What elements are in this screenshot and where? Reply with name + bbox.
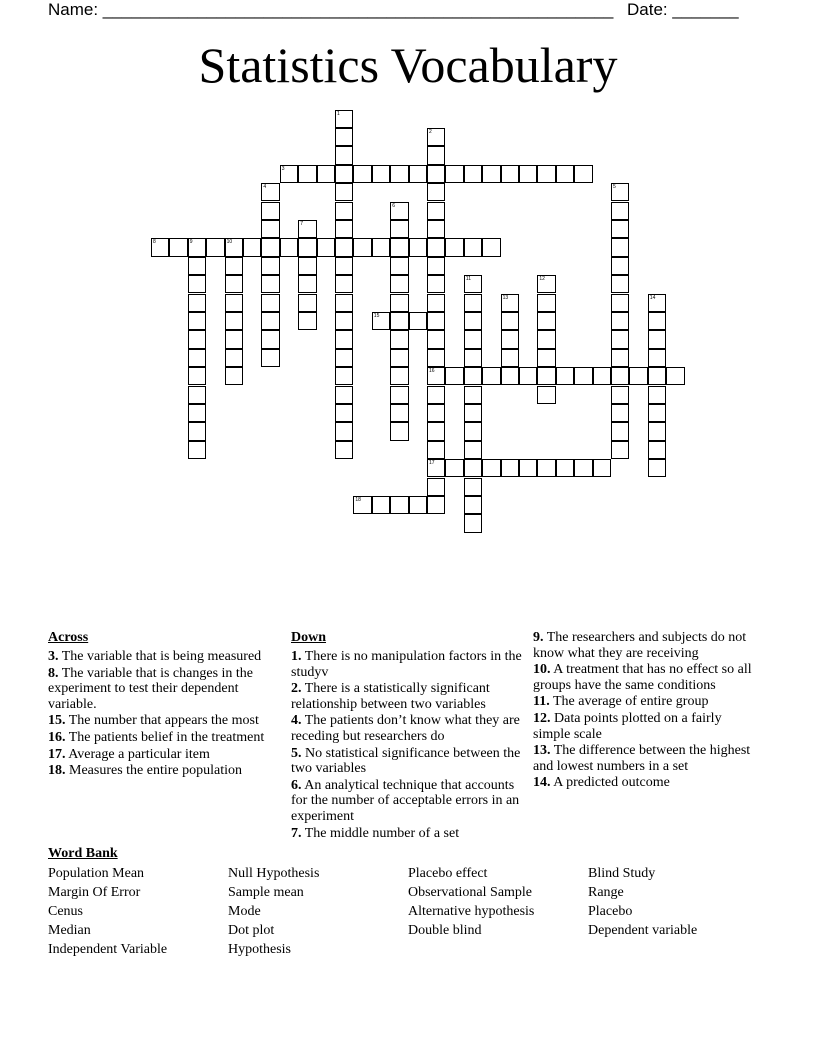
grid-cell[interactable] bbox=[427, 312, 445, 330]
grid-cell[interactable] bbox=[648, 330, 666, 348]
clue-text: Average a particular item bbox=[65, 746, 210, 762]
clue-number: 13. bbox=[533, 743, 551, 759]
grid-cell[interactable] bbox=[409, 165, 427, 183]
clue-number: 7 bbox=[300, 220, 303, 227]
grid-cell[interactable] bbox=[335, 312, 353, 330]
clue-number: 13 bbox=[502, 294, 509, 301]
clue-text: A treatment that has no effect so all groups have the same conditions bbox=[533, 662, 752, 693]
grid-cell[interactable] bbox=[501, 312, 519, 330]
name-field-label: Name: ______________________________________________________ bbox=[48, 0, 614, 19]
grid-cell[interactable] bbox=[409, 238, 427, 256]
grid-cell[interactable] bbox=[611, 312, 629, 330]
grid-cell[interactable] bbox=[335, 220, 353, 238]
grid-cell[interactable] bbox=[464, 422, 482, 440]
grid-cell[interactable] bbox=[519, 165, 537, 183]
grid-cell[interactable] bbox=[611, 275, 629, 293]
grid-cell[interactable] bbox=[611, 367, 629, 385]
grid-cell[interactable] bbox=[169, 238, 187, 256]
grid-cell[interactable] bbox=[501, 294, 519, 312]
grid-cell[interactable] bbox=[611, 202, 629, 220]
grid-cell[interactable] bbox=[427, 165, 445, 183]
grid-cell[interactable] bbox=[188, 312, 206, 330]
word-bank-entry: Median bbox=[48, 923, 91, 938]
grid-cell[interactable] bbox=[537, 367, 555, 385]
grid-cell[interactable] bbox=[225, 275, 243, 293]
clue-item bbox=[48, 649, 280, 665]
grid-cell[interactable] bbox=[261, 183, 279, 201]
grid-cell[interactable] bbox=[501, 330, 519, 348]
grid-cell[interactable] bbox=[335, 441, 353, 459]
grid-cell[interactable] bbox=[482, 367, 500, 385]
grid-cell[interactable] bbox=[335, 146, 353, 164]
grid-cell[interactable] bbox=[427, 220, 445, 238]
grid-cell[interactable] bbox=[390, 165, 408, 183]
clue-item bbox=[291, 746, 523, 777]
clue-item bbox=[291, 713, 523, 744]
clue-text: The average of entire group bbox=[549, 694, 709, 710]
grid-cell[interactable] bbox=[537, 459, 555, 477]
grid-cell[interactable] bbox=[243, 238, 261, 256]
grid-cell[interactable] bbox=[556, 459, 574, 477]
grid-cell[interactable] bbox=[188, 441, 206, 459]
grid-cell[interactable] bbox=[427, 128, 445, 146]
grid-cell[interactable] bbox=[537, 349, 555, 367]
grid-cell[interactable] bbox=[611, 386, 629, 404]
clue-text: There is a statistically significant relationship between two variables bbox=[291, 681, 490, 712]
grid-cell[interactable] bbox=[409, 496, 427, 514]
grid-cell[interactable] bbox=[464, 367, 482, 385]
grid-cell[interactable] bbox=[261, 294, 279, 312]
grid-cell[interactable] bbox=[427, 367, 445, 385]
clue-text: The researchers and subjects do not know what they are receiving bbox=[533, 630, 747, 661]
clue-text: There is no manipulation factors in the studyv bbox=[291, 649, 522, 680]
clue-item bbox=[533, 694, 755, 710]
clue-text: The middle number of a set bbox=[301, 825, 460, 841]
grid-cell[interactable] bbox=[280, 165, 298, 183]
grid-cell[interactable] bbox=[372, 496, 390, 514]
grid-cell[interactable] bbox=[501, 165, 519, 183]
clue-number: 14. bbox=[533, 775, 551, 791]
clue-item bbox=[48, 713, 280, 729]
grid-cell[interactable] bbox=[427, 294, 445, 312]
word-bank-column-3 bbox=[408, 864, 534, 940]
across-heading: Across bbox=[48, 630, 89, 645]
grid-cell[interactable] bbox=[261, 349, 279, 367]
grid-cell[interactable] bbox=[445, 459, 463, 477]
clue-text: Measures the entire population bbox=[65, 763, 243, 779]
grid-cell[interactable] bbox=[537, 275, 555, 293]
clue-item bbox=[533, 662, 755, 693]
grid-cell[interactable] bbox=[225, 257, 243, 275]
grid-cell[interactable] bbox=[225, 330, 243, 348]
clue-item bbox=[291, 826, 523, 842]
clue-number: 15. bbox=[48, 713, 66, 729]
grid-cell[interactable] bbox=[629, 367, 647, 385]
clue-number: 6 bbox=[392, 202, 395, 209]
grid-cell[interactable] bbox=[556, 367, 574, 385]
grid-cell[interactable] bbox=[390, 404, 408, 422]
grid-cell[interactable] bbox=[648, 386, 666, 404]
clue-item bbox=[291, 649, 523, 680]
grid-cell[interactable] bbox=[427, 422, 445, 440]
word-bank-entry: Alternative hypothesis bbox=[408, 904, 535, 919]
word-bank-entry: Margin Of Error bbox=[48, 885, 141, 900]
grid-cell[interactable] bbox=[151, 238, 169, 256]
grid-cell[interactable] bbox=[206, 238, 224, 256]
grid-cell[interactable] bbox=[225, 294, 243, 312]
clue-number: 2. bbox=[291, 681, 302, 697]
grid-cell[interactable] bbox=[464, 165, 482, 183]
clue-number: 3 bbox=[281, 165, 285, 172]
grid-cell[interactable] bbox=[427, 349, 445, 367]
grid-cell[interactable] bbox=[261, 238, 279, 256]
clue-number: 11 bbox=[465, 276, 471, 283]
grid-cell[interactable] bbox=[537, 330, 555, 348]
clue-number: 6. bbox=[291, 777, 302, 793]
grid-cell[interactable] bbox=[298, 275, 316, 293]
word-bank-entry: Blind Study bbox=[588, 866, 656, 881]
clue-text: The patients don’t know what they are receding but researchers do bbox=[291, 713, 520, 744]
grid-cell[interactable] bbox=[464, 404, 482, 422]
grid-cell[interactable] bbox=[335, 183, 353, 201]
grid-cell[interactable] bbox=[537, 312, 555, 330]
grid-cell[interactable] bbox=[427, 275, 445, 293]
grid-cell[interactable] bbox=[666, 367, 684, 385]
grid-cell[interactable] bbox=[225, 367, 243, 385]
clue-number: 12 bbox=[539, 276, 545, 283]
grid-cell[interactable] bbox=[464, 386, 482, 404]
clue-number: 1. bbox=[291, 649, 302, 664]
grid-cell[interactable] bbox=[298, 238, 316, 256]
grid-cell[interactable] bbox=[445, 165, 463, 183]
grid-cell[interactable] bbox=[225, 312, 243, 330]
grid-cell[interactable] bbox=[464, 514, 482, 532]
grid-cell[interactable] bbox=[427, 202, 445, 220]
grid-cell[interactable] bbox=[390, 422, 408, 440]
grid-cell[interactable] bbox=[353, 238, 371, 256]
grid-cell[interactable] bbox=[482, 238, 500, 256]
grid-cell[interactable] bbox=[648, 441, 666, 459]
grid-cell[interactable] bbox=[390, 220, 408, 238]
grid-cell[interactable] bbox=[390, 294, 408, 312]
clue-item bbox=[533, 743, 755, 774]
down-clues bbox=[291, 630, 523, 842]
grid-cell[interactable] bbox=[427, 496, 445, 514]
clue-item bbox=[533, 630, 755, 661]
grid-cell[interactable] bbox=[188, 294, 206, 312]
grid-cell[interactable] bbox=[648, 367, 666, 385]
grid-cell[interactable] bbox=[501, 349, 519, 367]
grid-cell[interactable] bbox=[537, 386, 555, 404]
clue-item bbox=[533, 775, 755, 791]
page-title: Statistics Vocabulary bbox=[198, 37, 618, 93]
clue-number: 8 bbox=[153, 239, 156, 246]
grid-cell[interactable] bbox=[298, 312, 316, 330]
grid-cell[interactable] bbox=[390, 275, 408, 293]
grid-cell[interactable] bbox=[335, 110, 353, 128]
grid-cell[interactable] bbox=[390, 349, 408, 367]
clue-number: 4 bbox=[263, 184, 267, 191]
grid-cell[interactable] bbox=[225, 238, 243, 256]
clue-text: The patients belief in the treatment bbox=[65, 729, 265, 745]
word-bank-entry: Dot plot bbox=[228, 923, 275, 938]
clue-text: The difference between the highest and lowest numbers in a set bbox=[533, 743, 751, 774]
clue-number: 14 bbox=[649, 294, 656, 301]
grid-cell[interactable] bbox=[593, 367, 611, 385]
clue-number: 10. bbox=[533, 662, 551, 678]
grid-cell[interactable] bbox=[261, 330, 279, 348]
clue-number: 12. bbox=[533, 710, 551, 726]
across-clues bbox=[48, 630, 280, 780]
grid-cell[interactable] bbox=[372, 238, 390, 256]
grid-cell[interactable] bbox=[390, 386, 408, 404]
grid-cell[interactable] bbox=[611, 257, 629, 275]
word-bank-column-4 bbox=[588, 864, 697, 940]
grid-cell[interactable] bbox=[390, 238, 408, 256]
grid-cell[interactable] bbox=[611, 441, 629, 459]
grid-cell[interactable] bbox=[648, 459, 666, 477]
clue-number: 7. bbox=[291, 825, 302, 841]
grid-cell[interactable] bbox=[225, 349, 243, 367]
clue-number: 3. bbox=[48, 649, 59, 664]
grid-cell[interactable] bbox=[335, 202, 353, 220]
grid-cell[interactable] bbox=[390, 496, 408, 514]
grid-cell[interactable] bbox=[390, 330, 408, 348]
grid-cell[interactable] bbox=[317, 165, 335, 183]
grid-cell[interactable] bbox=[335, 422, 353, 440]
grid-cell[interactable] bbox=[556, 165, 574, 183]
grid-cell[interactable] bbox=[298, 165, 316, 183]
word-bank-entry: Hypothesis bbox=[228, 942, 291, 957]
word-bank-entry: Range bbox=[588, 885, 624, 900]
clue-text: No statistical significance between the two variables bbox=[291, 745, 521, 777]
word-bank-entry: Placebo effect bbox=[408, 866, 488, 881]
word-bank-entry: Double blind bbox=[408, 923, 482, 938]
grid-cell[interactable] bbox=[188, 422, 206, 440]
clue-text: The number that appears the most bbox=[65, 713, 259, 729]
down-heading: Down bbox=[291, 630, 327, 645]
clue-number: 5. bbox=[291, 745, 302, 761]
clue-text: The variable that is changes in the experiment to test their dependent variable. bbox=[48, 665, 254, 712]
clue-text: The variable that is being measured bbox=[58, 649, 262, 664]
grid-cell[interactable] bbox=[482, 165, 500, 183]
grid-cell[interactable] bbox=[188, 275, 206, 293]
grid-cell[interactable] bbox=[611, 330, 629, 348]
clue-item bbox=[291, 778, 523, 825]
clue-number: 16. bbox=[48, 729, 66, 745]
grid-cell[interactable] bbox=[648, 422, 666, 440]
grid-cell[interactable] bbox=[427, 404, 445, 422]
clue-item bbox=[48, 666, 280, 713]
grid-cell[interactable] bbox=[427, 183, 445, 201]
grid-cell[interactable] bbox=[501, 459, 519, 477]
grid-cell[interactable] bbox=[427, 386, 445, 404]
grid-cell[interactable] bbox=[188, 349, 206, 367]
grid-cell[interactable] bbox=[298, 220, 316, 238]
clue-number: 15 bbox=[373, 312, 380, 319]
grid-cell[interactable] bbox=[611, 183, 629, 201]
grid-cell[interactable] bbox=[464, 238, 482, 256]
grid-cell[interactable] bbox=[648, 312, 666, 330]
clue-number: 17 bbox=[429, 460, 435, 467]
grid-cell[interactable] bbox=[648, 404, 666, 422]
grid-cell[interactable] bbox=[611, 220, 629, 238]
grid-cell[interactable] bbox=[188, 404, 206, 422]
grid-cell[interactable] bbox=[298, 294, 316, 312]
grid-cell[interactable] bbox=[280, 238, 298, 256]
grid-cell[interactable] bbox=[188, 330, 206, 348]
grid-cell[interactable] bbox=[464, 441, 482, 459]
clue-number: 11. bbox=[533, 694, 550, 710]
word-bank-entry: Cenus bbox=[48, 904, 83, 919]
grid-cell[interactable] bbox=[188, 257, 206, 275]
clue-number: 18 bbox=[355, 496, 361, 503]
clue-number: 8. bbox=[48, 665, 59, 681]
word-bank-column-1 bbox=[48, 864, 167, 959]
grid-cell[interactable] bbox=[372, 165, 390, 183]
grid-cell[interactable] bbox=[335, 367, 353, 385]
grid-cell[interactable] bbox=[372, 312, 390, 330]
word-bank-entry: Null Hypothesis bbox=[228, 866, 320, 881]
down-clues-continued bbox=[533, 630, 755, 792]
grid-cell[interactable] bbox=[519, 367, 537, 385]
clue-number: 10 bbox=[226, 239, 233, 246]
grid-cell[interactable] bbox=[317, 238, 335, 256]
word-bank-entry: Placebo bbox=[588, 904, 633, 919]
word-bank-entry: Sample mean bbox=[228, 885, 304, 900]
grid-cell[interactable] bbox=[335, 257, 353, 275]
grid-cell[interactable] bbox=[335, 330, 353, 348]
grid-cell[interactable] bbox=[427, 459, 445, 477]
grid-cell[interactable] bbox=[464, 330, 482, 348]
clue-item bbox=[291, 681, 523, 712]
grid-cell[interactable] bbox=[188, 238, 206, 256]
grid-cell[interactable] bbox=[188, 367, 206, 385]
grid-cell[interactable] bbox=[261, 312, 279, 330]
clue-number: 16 bbox=[429, 368, 435, 375]
grid-cell[interactable] bbox=[464, 349, 482, 367]
grid-cell[interactable] bbox=[611, 294, 629, 312]
grid-cell[interactable] bbox=[427, 257, 445, 275]
grid-cell[interactable] bbox=[335, 386, 353, 404]
grid-cell[interactable] bbox=[427, 146, 445, 164]
grid-cell[interactable] bbox=[611, 238, 629, 256]
clue-number: 5 bbox=[613, 184, 616, 191]
grid-cell[interactable] bbox=[335, 404, 353, 422]
grid-cell[interactable] bbox=[648, 349, 666, 367]
word-bank-entry: Dependent variable bbox=[588, 923, 698, 938]
grid-cell[interactable] bbox=[298, 257, 316, 275]
grid-cell[interactable] bbox=[427, 238, 445, 256]
grid-cell[interactable] bbox=[611, 404, 629, 422]
grid-cell[interactable] bbox=[409, 312, 427, 330]
grid-cell[interactable] bbox=[574, 165, 592, 183]
grid-cell[interactable] bbox=[390, 257, 408, 275]
clue-number: 9 bbox=[189, 239, 193, 246]
clue-item bbox=[533, 711, 755, 742]
clue-number: 9. bbox=[533, 630, 544, 645]
word-bank-entry: Independent Variable bbox=[48, 942, 168, 957]
grid-cell[interactable] bbox=[390, 202, 408, 220]
grid-cell[interactable] bbox=[611, 349, 629, 367]
grid-cell[interactable] bbox=[390, 312, 408, 330]
grid-cell[interactable] bbox=[261, 202, 279, 220]
clue-text: A predicted outcome bbox=[550, 775, 670, 791]
grid-cell[interactable] bbox=[353, 496, 371, 514]
grid-cell[interactable] bbox=[537, 165, 555, 183]
clue-text: Data points plotted on a fairly simple scale bbox=[533, 710, 722, 742]
grid-cell[interactable] bbox=[464, 312, 482, 330]
grid-cell[interactable] bbox=[464, 496, 482, 514]
clue-number: 18. bbox=[48, 763, 66, 779]
grid-cell[interactable] bbox=[445, 238, 463, 256]
grid-cell[interactable] bbox=[335, 165, 353, 183]
date-field-label: Date: _______ bbox=[627, 0, 739, 19]
grid-cell[interactable] bbox=[611, 422, 629, 440]
word-bank-column-2 bbox=[228, 864, 319, 959]
grid-cell[interactable] bbox=[574, 367, 592, 385]
grid-cell[interactable] bbox=[482, 459, 500, 477]
grid-cell[interactable] bbox=[648, 294, 666, 312]
grid-cell[interactable] bbox=[427, 330, 445, 348]
grid-cell[interactable] bbox=[464, 294, 482, 312]
grid-cell[interactable] bbox=[261, 220, 279, 238]
grid-cell[interactable] bbox=[188, 386, 206, 404]
clue-number: 1 bbox=[337, 110, 340, 117]
grid-cell[interactable] bbox=[464, 275, 482, 293]
clue-item bbox=[48, 763, 280, 779]
clue-text: An analytical technique that accounts for the number of acceptable errors in an experiment bbox=[291, 777, 520, 824]
clue-item bbox=[48, 730, 280, 746]
grid-cell[interactable] bbox=[501, 367, 519, 385]
grid-cell[interactable] bbox=[537, 294, 555, 312]
grid-cell[interactable] bbox=[335, 349, 353, 367]
clue-number: 2 bbox=[429, 128, 432, 135]
grid-cell[interactable] bbox=[464, 459, 482, 477]
clue-number: 4. bbox=[291, 713, 302, 729]
grid-cell[interactable] bbox=[427, 441, 445, 459]
grid-cell[interactable] bbox=[335, 275, 353, 293]
clue-item bbox=[48, 747, 280, 763]
grid-cell[interactable] bbox=[335, 294, 353, 312]
word-bank-entry: Observational Sample bbox=[408, 885, 533, 900]
clue-number: 17. bbox=[48, 746, 66, 762]
grid-cell[interactable] bbox=[335, 128, 353, 146]
grid-cell[interactable] bbox=[390, 367, 408, 385]
grid-cell[interactable] bbox=[464, 478, 482, 496]
grid-cell[interactable] bbox=[445, 367, 463, 385]
grid-cell[interactable] bbox=[593, 459, 611, 477]
word-bank-heading: Word Bank bbox=[48, 846, 118, 861]
grid-cell[interactable] bbox=[335, 238, 353, 256]
grid-cell[interactable] bbox=[427, 478, 445, 496]
word-bank-entry: Population Mean bbox=[48, 866, 145, 881]
word-bank-entry: Mode bbox=[228, 904, 261, 919]
grid-cell[interactable] bbox=[261, 275, 279, 293]
grid-cell[interactable] bbox=[353, 165, 371, 183]
grid-cell[interactable] bbox=[261, 257, 279, 275]
grid-cell[interactable] bbox=[519, 459, 537, 477]
grid-cell[interactable] bbox=[574, 459, 592, 477]
